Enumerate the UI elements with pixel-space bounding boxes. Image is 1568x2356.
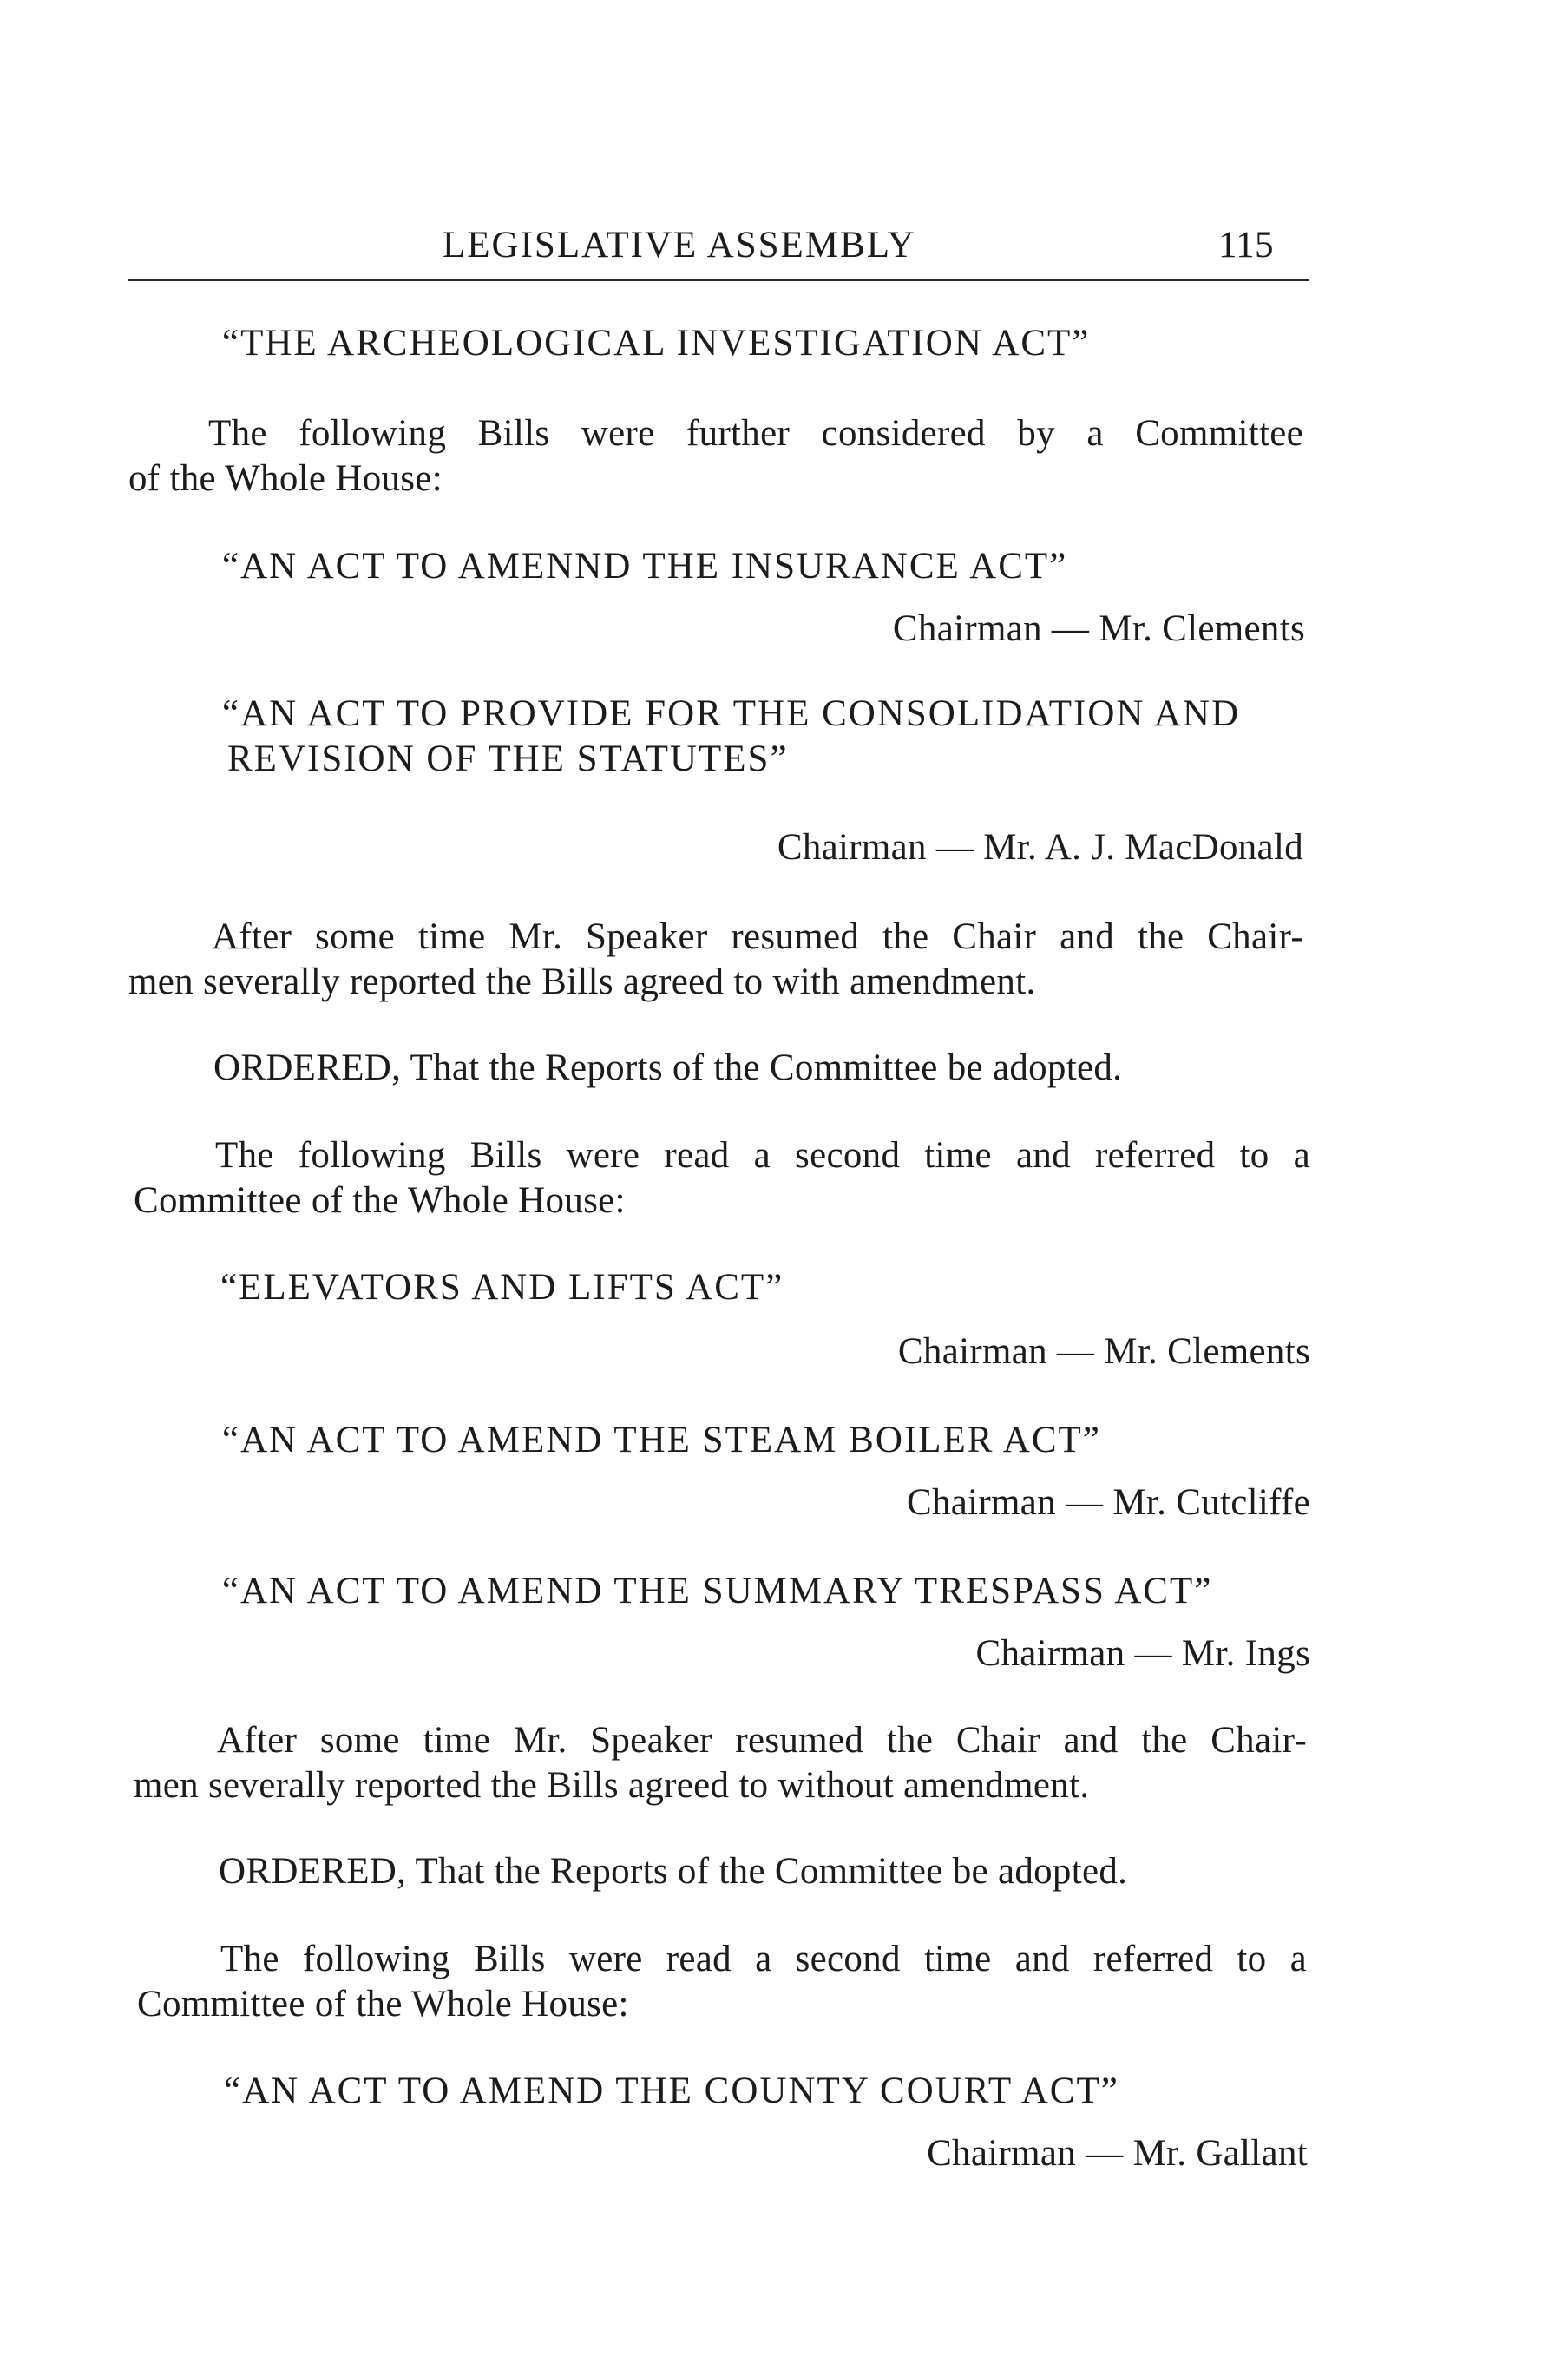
ordered-resolution-1: ORDERED, That the Reports of the Committee be adopted. bbox=[213, 1047, 1123, 1088]
paragraph-5-line-2: Committee of the Whole House: bbox=[137, 1984, 629, 2025]
ordered-resolution-2: ORDERED, That the Reports of the Committee be adopted. bbox=[219, 1851, 1128, 1892]
paragraph-1-line-2: of the Whole House: bbox=[128, 458, 443, 499]
paragraph-5-line-1: The following Bills were read a second time and referred to a bbox=[220, 1939, 1307, 1979]
chairman-summary-trespass: Chairman — Mr. Ings bbox=[975, 1633, 1310, 1674]
act-title-archeological: “THE ARCHEOLOGICAL INVESTIGATION ACT” bbox=[222, 323, 1091, 364]
bill-title-steam-boiler: “AN ACT TO AMEND THE STEAM BOILER ACT” bbox=[222, 1420, 1101, 1460]
chairman-elevators: Chairman — Mr. Clements bbox=[897, 1331, 1310, 1372]
bill-title-county-court: “AN ACT TO AMEND THE COUNTY COURT ACT” bbox=[224, 2071, 1119, 2111]
bill-title-summary-trespass: “AN ACT TO AMEND THE SUMMARY TRESPASS ACT” bbox=[222, 1571, 1213, 1611]
paragraph-3-line-1: The following Bills were read a second time and referred to a bbox=[215, 1135, 1310, 1176]
chairman-steam-boiler: Chairman — Mr. Cutcliffe bbox=[907, 1482, 1310, 1523]
page-number: 115 bbox=[1218, 225, 1274, 266]
paragraph-4-line-2: men severally reported the Bills agreed to without amendment. bbox=[134, 1765, 1090, 1806]
chairman-insurance: Chairman — Mr. Clements bbox=[892, 608, 1305, 649]
paragraph-4-line-1: After some time Mr. Speaker resumed the Chair and the Chair- bbox=[217, 1720, 1307, 1761]
paragraph-3-line-2: Committee of the Whole House: bbox=[134, 1180, 626, 1221]
bill-title-consolidation-line-2: REVISION OF THE STATUTES” bbox=[227, 738, 789, 779]
chairman-county-court: Chairman — Mr. Gallant bbox=[927, 2133, 1308, 2174]
paragraph-1-line-1: The following Bills were further considered by a Committee bbox=[208, 413, 1303, 454]
running-title: LEGISLATIVE ASSEMBLY bbox=[443, 225, 916, 266]
paragraph-2-line-1: After some time Mr. Speaker resumed the Chair and the Chair- bbox=[212, 916, 1303, 957]
header-rule bbox=[128, 279, 1309, 281]
chairman-consolidation: Chairman — Mr. A. J. MacDonald bbox=[777, 827, 1303, 868]
paragraph-2-line-2: men severally reported the Bills agreed to with amendment. bbox=[128, 961, 1036, 1002]
bill-title-elevators: “ELEVATORS AND LIFTS ACT” bbox=[220, 1267, 784, 1308]
bill-title-insurance: “AN ACT TO AMENND THE INSURANCE ACT” bbox=[222, 546, 1068, 587]
bill-title-consolidation-line-1: “AN ACT TO PROVIDE FOR THE CONSOLIDATION AND bbox=[222, 693, 1241, 734]
